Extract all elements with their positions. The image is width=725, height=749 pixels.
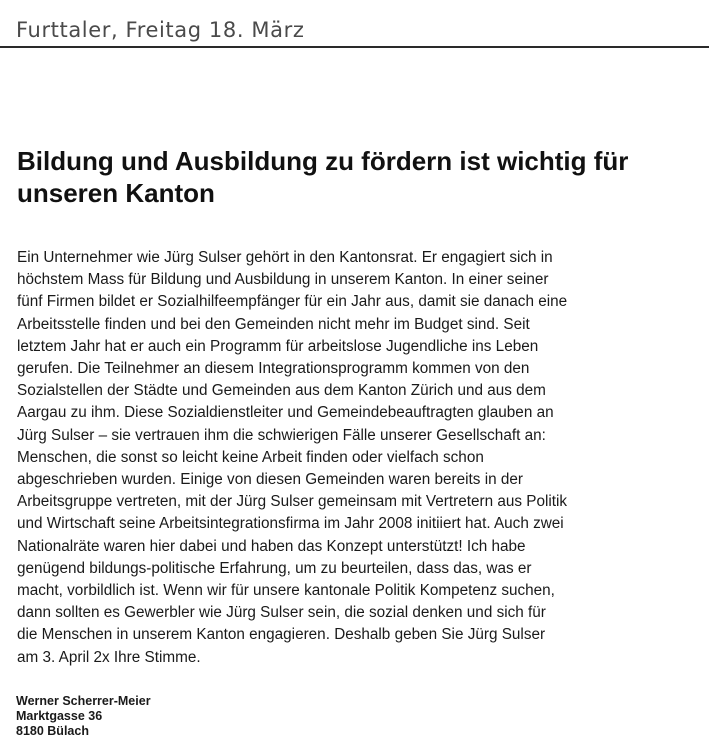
publication-header: Furttaler, Freitag 18. März <box>16 18 305 42</box>
body-line: Sozialstellen der Städte und Gemeinden aus dem Kanton Zürich und aus dem <box>17 382 546 400</box>
body-line: letztem Jahr hat er auch ein Programm für arbeitslose Jugendliche ins Leben <box>17 337 539 355</box>
article-headline <box>17 145 707 209</box>
body-line: die Menschen in unserem Kanton engagieren. Deshalb geben Sie Jürg Sulser <box>17 626 546 644</box>
author-name: Werner Scherrer-Meier <box>16 694 151 708</box>
author-signature <box>16 694 151 739</box>
body-line: höchstem Mass für Bildung und Ausbildung in unserem Kanton. In einer seiner <box>17 271 549 289</box>
article-body <box>17 247 717 669</box>
body-line: Arbeitsstelle finden und bei den Gemeinden nicht mehr im Budget sind. Seit <box>17 315 530 333</box>
author-city: 8180 Bülach <box>16 724 89 738</box>
body-line: Jürg Sulser – sie vertrauen ihm die schwierigen Fälle unserer Gesellschaft an: <box>17 426 546 444</box>
body-line: Aargau zu ihm. Diese Sozialdienstleiter und Gemeindebeauftragten glauben an <box>17 404 554 422</box>
body-line: macht, vorbildlich ist. Wenn wir für unsere kantonale Politik Kompetenz suchen, <box>17 582 555 600</box>
body-line: Menschen, die sonst so leicht keine Arbeit finden oder vielfach schon <box>17 448 484 466</box>
body-line: genügend bildungs-politische Erfahrung, um zu beurteilen, dass das, was er <box>17 559 532 577</box>
body-line: Arbeitsgruppe vertreten, mit der Jürg Sulser gemeinsam mit Vertretern aus Politik <box>17 493 568 511</box>
body-line: am 3. April 2x Ihre Stimme. <box>17 648 201 666</box>
header-rule <box>0 46 709 48</box>
headline-line-2: unseren Kanton <box>17 178 215 208</box>
body-line: Nationalräte waren hier dabei und haben das Konzept unterstützt! Ich habe <box>17 537 526 555</box>
body-line: Ein Unternehmer wie Jürg Sulser gehört in den Kantonsrat. Er engagiert sich in <box>17 249 553 266</box>
body-line: gerufen. Die Teilnehmer an diesem Integrationsprogramm kommen von den <box>17 360 530 378</box>
body-line: fünf Firmen bildet er Sozialhilfeempfänger für ein Jahr aus, damit sie danach eine <box>17 293 568 311</box>
author-street: Marktgasse 36 <box>16 709 103 723</box>
headline-line-1: Bildung und Ausbildung zu fördern ist wichtig für <box>17 146 629 176</box>
body-line: und Wirtschaft seine Arbeitsintegrationsfirma im Jahr 2008 initiiert hat. Auch zwei <box>17 515 564 533</box>
body-line: dann sollten es Gewerbler wie Jürg Sulser sein, die sozial denken und sich für <box>17 604 546 622</box>
body-line: abgeschrieben wurden. Einige von diesen Gemeinden waren bereits in der <box>17 471 523 489</box>
